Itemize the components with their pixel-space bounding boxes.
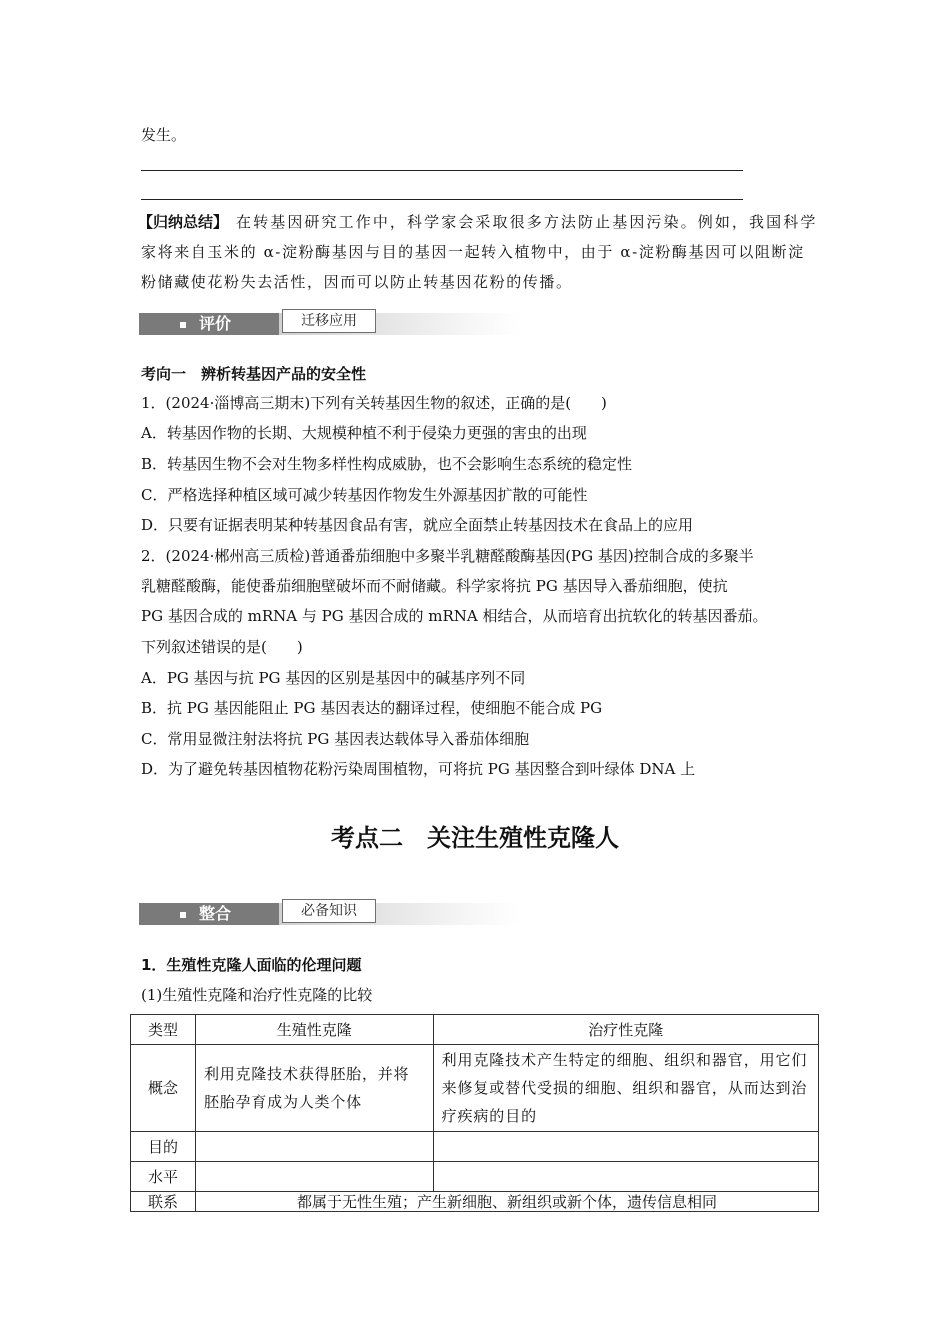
- cell-reproductive-purpose[interactable]: [195, 1132, 433, 1162]
- q2-stem-line-2: 乳糖醛酸酶，能使番茄细胞壁破坏而不耐储藏。科学家将抗 PG 基因导入番茄细胞，使抗: [141, 577, 728, 595]
- cell-relation: 都属于无性生殖；产生新细胞、新组织或新个体，遗传信息相同: [195, 1192, 818, 1212]
- banner-main-label: 评价: [199, 314, 232, 333]
- row-label-relation: 联系: [131, 1192, 196, 1212]
- q1-option-a: A．转基因作物的长期、大规模种植不利于侵染力更强的害虫的出现: [141, 424, 587, 442]
- section-title: 考点二 关注生殖性克隆人: [331, 824, 619, 852]
- q1-option-d: D．只要有证据表明某种转基因食品有害，就应全面禁止转基因技术在食品上的应用: [141, 516, 694, 534]
- direction-heading: 考向一 辨析转基因产品的安全性: [141, 365, 367, 383]
- summary-label: 【归纳总结】: [138, 213, 229, 231]
- row-label-level: 水平: [131, 1162, 196, 1192]
- q2-option-d: D．为了避免转基因植物花粉污染周围植物，可将抗 PG 基因整合到叶绿体 DNA 上: [141, 760, 696, 778]
- q2-stem-line-4: 下列叙述错误的是( ): [141, 638, 303, 656]
- row-label-concept: 概念: [131, 1045, 196, 1132]
- header-reproductive: 生殖性克隆: [195, 1015, 433, 1045]
- table-row: [131, 1132, 819, 1162]
- q1-option-b: B．转基因生物不会对生物多样性构成威胁，也不会影响生态系统的稳定性: [141, 455, 633, 473]
- cell-reproductive-concept: 利用克隆技术获得胚胎，并将胚胎孕育成为人类个体: [195, 1045, 433, 1132]
- cell-therapeutic-concept: 利用克隆技术产生特定的细胞、组织和器官，用它们来修复或替代受损的细胞、组织和器官，从而达到治疗疾病的目的: [433, 1045, 818, 1132]
- q2-stem-line-1: 2．(2024·郴州高三质检)普通番茄细胞中多聚半乳糖醛酸酶基因(PG 基因)控制合成的多聚半: [141, 547, 754, 565]
- header-therapeutic: 治疗性克隆: [433, 1015, 818, 1045]
- table-header-row: [131, 1015, 819, 1045]
- subheading-comparison: (1)生殖性克隆和治疗性克隆的比较: [141, 986, 373, 1004]
- header-type: 类型: [131, 1015, 196, 1045]
- banner-integration: [139, 897, 521, 927]
- q2-stem-line-3: PG 基因合成的 mRNA 与 PG 基因合成的 mRNA 相结合，从而培育出抗软化的转基因番茄。: [141, 607, 768, 625]
- q2-option-a: A．PG 基因与抗 PG 基因的区别是基因中的碱基序列不同: [141, 669, 526, 687]
- table-row: [131, 1045, 819, 1132]
- row-label-purpose: 目的: [131, 1132, 196, 1162]
- cell-therapeutic-purpose[interactable]: [433, 1132, 818, 1162]
- top-text: 发生。: [141, 126, 187, 144]
- banner-tab-label: 迁移应用: [282, 309, 376, 333]
- comparison-table: [130, 1014, 819, 1212]
- q2-option-b: B．抗 PG 基因能阻止 PG 基因表达的翻译过程，使细胞不能合成 PG: [141, 699, 603, 717]
- summary-line-3: 粉储藏使花粉失去活性，因而可以防止转基因花粉的传播。: [141, 273, 573, 291]
- heading-ethics: 1．生殖性克隆人面临的伦理问题: [141, 956, 362, 974]
- summary-line-1: 在转基因研究工作中，科学家会采取很多方法防止基因污染。例如，我国科学: [236, 213, 818, 231]
- cell-reproductive-level[interactable]: [195, 1162, 433, 1192]
- banner-tab-label: 必备知识: [282, 899, 376, 923]
- cell-therapeutic-level[interactable]: [433, 1162, 818, 1192]
- table-row: [131, 1192, 819, 1212]
- banner-main-label: 整合: [199, 904, 232, 923]
- q1-option-c: C．严格选择种植区域可减少转基因作物发生外源基因扩散的可能性: [141, 486, 588, 504]
- answer-line-2: [141, 199, 743, 200]
- q2-option-c: C．常用显微注射法将抗 PG 基因表达载体导入番茄体细胞: [141, 730, 530, 748]
- q1-stem: 1．(2024·淄博高三期末)下列有关转基因生物的叙述，正确的是( ): [141, 394, 607, 412]
- answer-line-1: [141, 170, 743, 171]
- banner-evaluation: [139, 307, 521, 337]
- summary-line-2: 家将来自玉米的 α-淀粉酶基因与目的基因一起转入植物中，由于 α-淀粉酶基因可以阻断淀: [141, 243, 805, 261]
- table-row: [131, 1162, 819, 1192]
